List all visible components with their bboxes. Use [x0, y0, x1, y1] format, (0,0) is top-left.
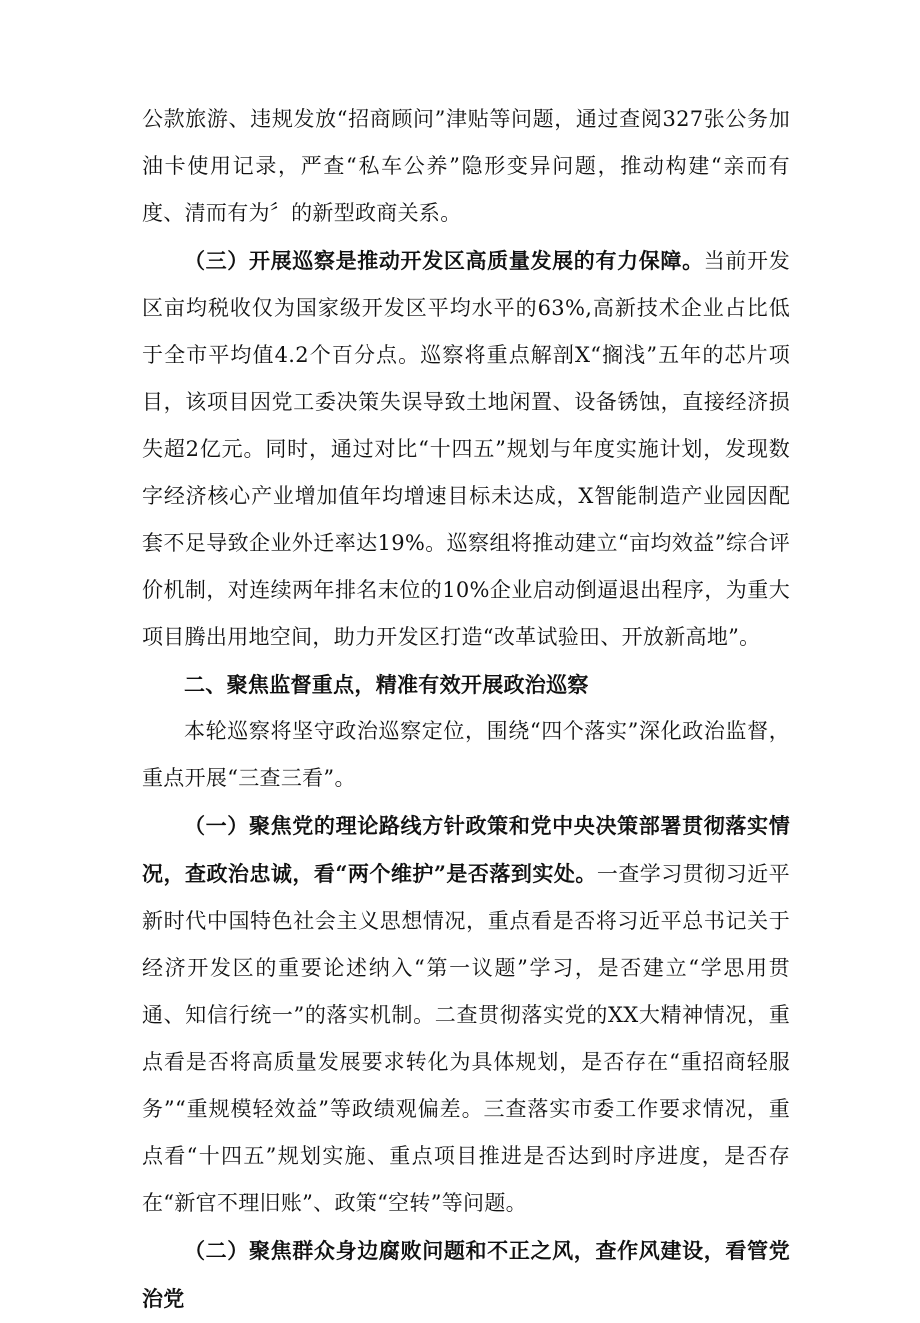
paragraph-subsection-two: [142, 1227, 790, 1323]
paragraph-text: 一查学习贯彻习近平新时代中国特色社会主义思想情况，重点看是否将习近平总书记关于经济开发区的重要论述纳入“第一议题”学习，是否建立“学思用贯通、知信行统一”的落实机制。二查贯彻落实党的XX大精神情况，重点看是否将高质量发展要求转化为具体规划，是否存在“重招商轻服务”“重规模轻效益”等政绩观偏差。三查落实市委工作要求情况，重点看“十四五”规划实施、重点项目推进是否达到时序进度，是否存在“新官不理旧账”、政策“空转”等问题。: [142, 862, 790, 1215]
document-body: [142, 96, 790, 1323]
heading-text: 二、聚焦监督重点，精准有效开展政治巡察: [184, 672, 589, 697]
paragraph-continuation: [142, 96, 790, 237]
paragraph-text: 当前开发区亩均税收仅为国家级开发区平均水平的63%,高新技术企业占比低于全市平均值4.2个百分点。巡察将重点解剖X“搁浅”五年的芯片项目，该项目因党工委决策失误导致土地闲置、设备锈蚀，直接经济损失超2亿元。同时，通过对比“十四五”规划与年度实施计划，发现数字经济核心产业增加值年均增速目标未达成，X智能制造产业园因配套不足导致企业外迁率达19%。巡察组将推动建立“亩均效益”综合评价机制，对连续两年排名末位的10%企业启动倒逼退出程序，为重大项目腾出用地空间，助力开发区打造“改革试验田、开放新高地”。: [142, 249, 791, 649]
section-heading: [142, 661, 790, 708]
paragraph-lead: （二）聚焦群众身边腐败问题和不正之风，查作风建设，看管党治党: [142, 1238, 790, 1311]
paragraph-text: 公款旅游、违规发放“招商顾问”津贴等问题，通过查阅327张公务加油卡使用记录，严查“私车公养”隐形变异问题，推动构建“亲而有度、清而有为〞的新型政商关系。: [142, 107, 790, 225]
paragraph-lead: （三）开展巡察是推动开发区高质量发展的有力保障。: [184, 248, 704, 273]
paragraph-text: 本轮巡察将坚守政治巡察定位，围绕“四个落实”深化政治监督，重点开展“三查三看”。: [142, 719, 790, 790]
paragraph-intro: [142, 708, 790, 802]
paragraph-lead: （一）聚焦党的理论路线方针政策和党中央决策部署贯彻落实情况，查政治忠诚，看“两个维护”是否落到实处。: [142, 813, 790, 886]
paragraph-section-three: [142, 237, 790, 661]
paragraph-subsection-one: [142, 802, 790, 1227]
